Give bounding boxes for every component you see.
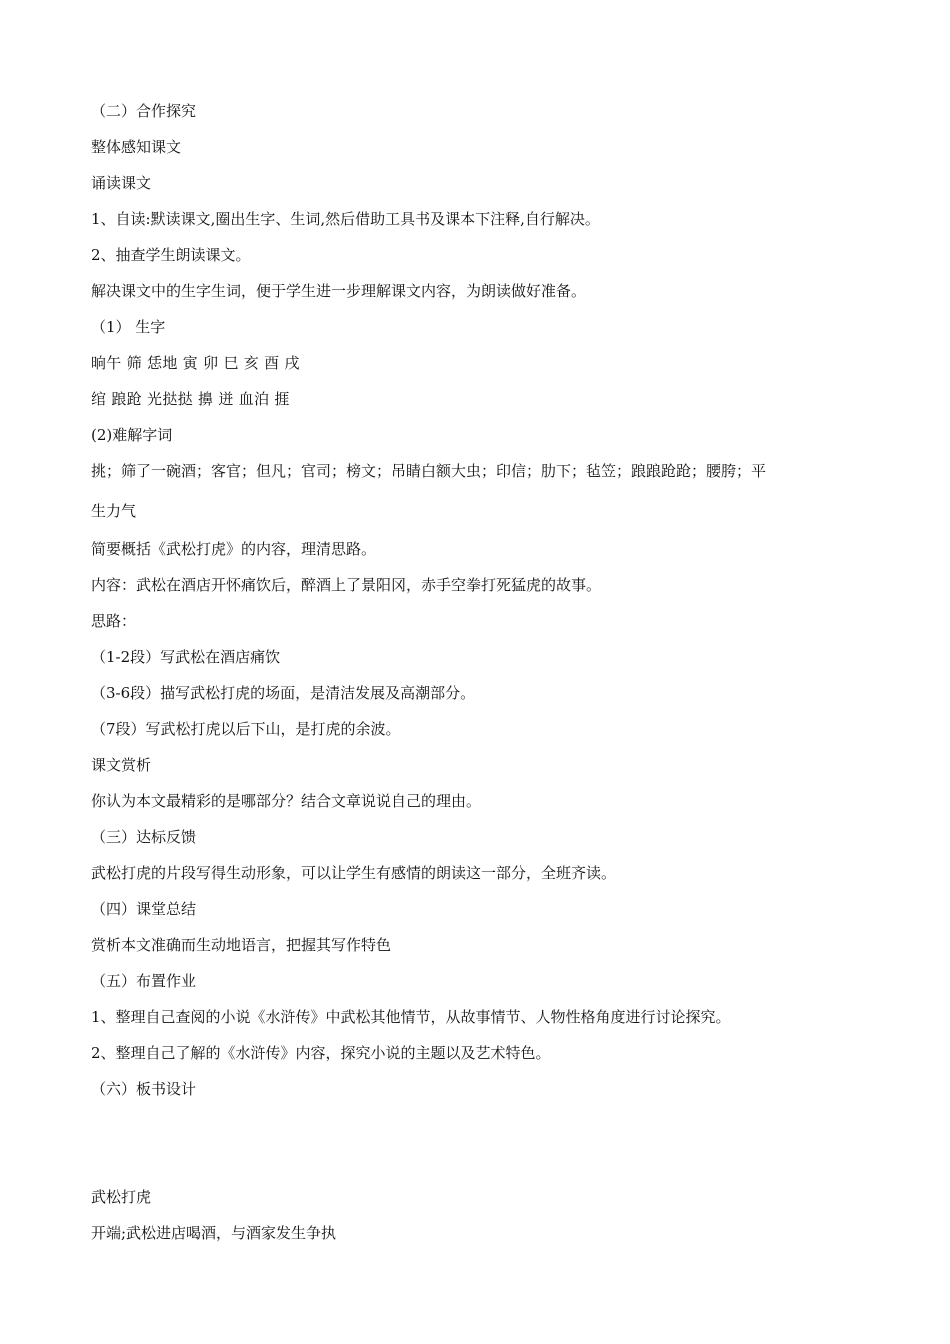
new-characters-row-2: 绾 踉跄 光挞挞 擤 迸 血泊 捱 (91, 390, 290, 408)
step-self-reading: 1、自读:默读课文,圈出生字、生词,然后借助工具书及课本下注释,自行解决。 (91, 210, 600, 228)
step-spot-check: 2、抽查学生朗读课文。 (91, 246, 251, 264)
paragraph-summary: 赏析本文准确而生动地语言，把握其写作特色 (91, 936, 392, 954)
blackboard-opening: 开端;武松进店喝酒，与酒家发生争执 (91, 1224, 337, 1242)
section-heading-cooperative-inquiry: （二）合作探究 (91, 102, 197, 120)
paragraph-feedback: 武松打虎的片段写得生动形象，可以让学生有感情的朗读这一部分，全班齐读。 (91, 864, 617, 882)
new-characters-row-1: 晌午 筛 恁地 寅 卯 巳 亥 酉 戌 (91, 354, 300, 372)
subheading-overall-perception: 整体感知课文 (91, 138, 182, 156)
subheading-recite-text: 诵读课文 (91, 174, 152, 192)
homework-item-2: 2、整理自己了解的《水浒传》内容，探究小说的主题以及艺术特色。 (91, 1044, 551, 1062)
paragraph-vocabulary-purpose: 解决课文中的生字生词，便于学生进一步理解课文内容，为朗读做好准备。 (91, 282, 587, 300)
blackboard-title: 武松打虎 (91, 1188, 152, 1206)
section-heading-summary: （四）课堂总结 (91, 900, 197, 918)
outline-part-3: （7段）写武松打虎以后下山，是打虎的余波。 (91, 720, 401, 738)
section-heading-homework: （五）布置作业 (91, 972, 197, 990)
paragraph-summary-task: 简要概括《武松打虎》的内容，理清思路。 (91, 540, 377, 558)
subheading-difficult-words: (2)难解字词 (91, 426, 173, 444)
label-outline: 思路： (91, 612, 137, 630)
outline-part-2: （3-6段）描写武松打虎的场面，是清洁发展及高潮部分。 (91, 684, 476, 702)
section-heading-blackboard-design: （六）板书设计 (91, 1080, 197, 1098)
paragraph-content: 内容：武松在酒店开怀痛饮后，醉酒上了景阳冈，赤手空拳打死猛虎的故事。 (91, 576, 602, 594)
homework-item-1: 1、整理自己查阅的小说《水浒传》中武松其他情节，从故事情节、人物性格角度进行讨论探究。 (91, 1008, 731, 1026)
subheading-new-characters: （1） 生字 (91, 318, 166, 336)
outline-part-1: （1-2段）写武松在酒店痛饮 (91, 648, 281, 666)
difficult-words-list: 挑；筛了一碗酒；客官；但凡；官司；榜文；吊睛白额大虫；印信；肋下；毡笠；踉踉跄跄；腰胯；平 (91, 462, 767, 480)
difficult-words-list-continued: 生力气 (91, 502, 137, 520)
paragraph-appreciation-question: 你认为本文最精彩的是哪部分？结合文章说说自己的理由。 (91, 792, 482, 810)
subheading-text-appreciation: 课文赏析 (91, 756, 152, 774)
section-heading-feedback: （三）达标反馈 (91, 828, 197, 846)
